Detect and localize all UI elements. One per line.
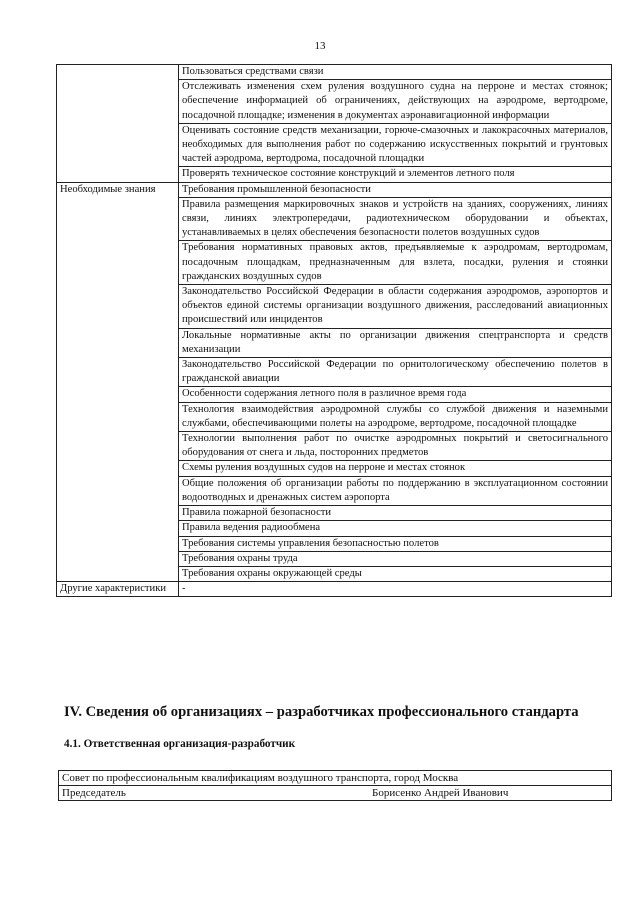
requirement-item: Законодательство Российской Федерации в области содержания аэродромов, аэропортов и объектов единой системы организации воздушного движения, расследований авиационных происшествий или инцидентов bbox=[179, 285, 612, 329]
requirement-item: Оценивать состояние средств механизации, горюче-смазочных и лакокрасочных материалов, необходимых для выполнения работ по содержанию искусственных покрытий и грунтовых частей аэродрома, вертодрома, посадочной площадки bbox=[179, 123, 612, 167]
requirement-item: Отслеживать изменения схем руления воздушного судна на перроне и местах стоянок; обеспечение информацией об ограничениях, действующих на аэродроме, вертодроме, посадочной площадке; изменения в документах аэронавигационной информации bbox=[179, 80, 612, 124]
knowledge-row bbox=[57, 182, 612, 197]
requirement-item: Проверять техническое состояние конструкций и элементов летного поля bbox=[179, 167, 612, 182]
requirement-item: Правила размещения маркировочных знаков и устройств на зданиях, сооружениях, линиях связи, линиях электропередачи, радиотехническом оборудовании и объектах, устанавливаемых в целях обеспечения безопасности полетов воздушных судов bbox=[179, 197, 612, 241]
developer-chair-row bbox=[59, 786, 612, 801]
page-number: 13 bbox=[314, 40, 326, 52]
developer-organization: Совет по профессиональным квалификациям воздушного транспорта, город Москва bbox=[59, 771, 612, 786]
requirement-item: Схемы руления воздушных судов на перроне и местах стоянок bbox=[179, 461, 612, 476]
requirement-item: Требования системы управления безопасностью полетов bbox=[179, 536, 612, 551]
requirement-item: Требования нормативных правовых актов, предъявляемые к аэродромам, вертодромам, посадочным площадкам, предназначенным для взлета, посадки, руления и стоянки гражданских воздушных судов bbox=[179, 241, 612, 285]
developer-table bbox=[58, 770, 612, 801]
requirement-item: Общие положения об организации работы по поддержанию в эксплуатационном состоянии водоотводных и дренажных систем аэропорта bbox=[179, 476, 612, 505]
requirements-table bbox=[56, 64, 612, 597]
requirement-item: Правила ведения радиообмена bbox=[179, 521, 612, 536]
other-label: Другие характеристики bbox=[57, 582, 179, 597]
subsection-heading: 4.1. Ответственная организация-разработчик bbox=[64, 738, 296, 750]
chair-cell-inner bbox=[62, 786, 608, 800]
requirement-item: - bbox=[179, 582, 612, 597]
skills-label-cell bbox=[57, 65, 179, 183]
requirement-item: Требования охраны окружающей среды bbox=[179, 566, 612, 581]
requirement-item: Особенности содержания летного поля в различное время года bbox=[179, 387, 612, 402]
developer-chair-cell bbox=[59, 786, 612, 801]
requirement-item: Технология взаимодействия аэродромной службы со службой движения и наземными службами, обеспечивающими полеты на аэродроме, вертодроме, посадочной площадке bbox=[179, 402, 612, 431]
requirement-item: Законодательство Российской Федерации по орнитологическому обеспечению полетов в гражданской авиации bbox=[179, 358, 612, 387]
requirement-item: Локальные нормативные акты по организации движения спецтранспорта и средств механизации bbox=[179, 328, 612, 357]
requirement-item: Требования охраны труда bbox=[179, 551, 612, 566]
developer-name: Борисенко Андрей Иванович bbox=[372, 787, 509, 799]
developer-position: Председатель bbox=[62, 787, 126, 799]
requirement-item: Технологии выполнения работ по очистке аэродромных покрытий и светосигнального оборудования от снега и льда, посторонних предметов bbox=[179, 432, 612, 461]
other-row bbox=[57, 582, 612, 597]
knowledge-label: Необходимые знания bbox=[57, 182, 179, 581]
developer-org-row bbox=[59, 771, 612, 786]
requirement-item: Требования промышленной безопасности bbox=[179, 182, 612, 197]
section-heading: IV. Сведения об организациях – разработчиках профессионального стандарта bbox=[64, 704, 579, 720]
requirement-item: Правила пожарной безопасности bbox=[179, 506, 612, 521]
requirement-item: Пользоваться средствами связи bbox=[179, 65, 612, 80]
skills-row bbox=[57, 65, 612, 80]
